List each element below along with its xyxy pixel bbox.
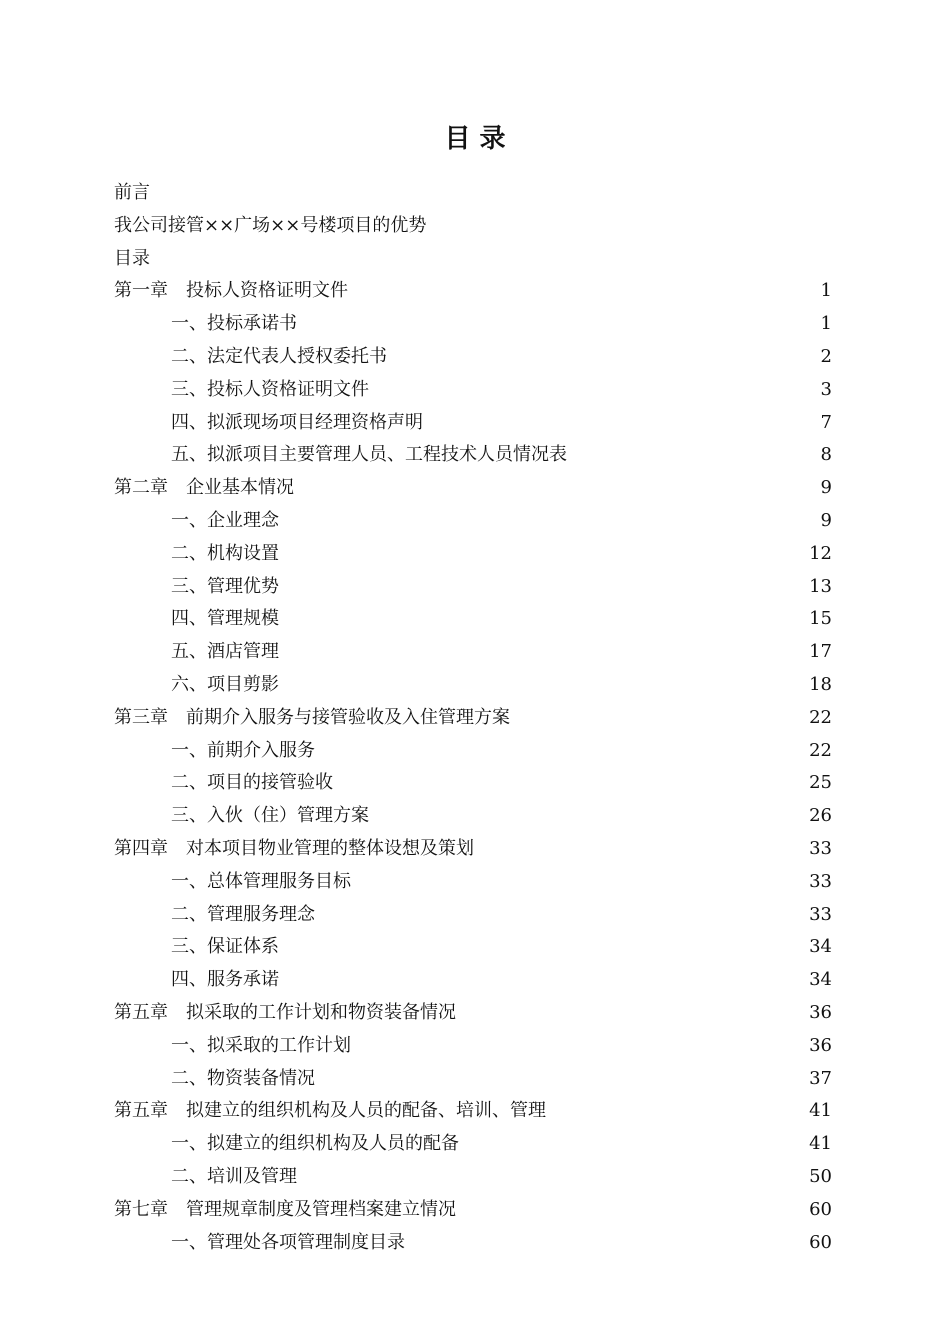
toc-page-number: 41	[809, 1133, 832, 1155]
toc-section-row	[114, 439, 832, 472]
toc-chapter-row	[114, 1194, 832, 1227]
toc-entry-label: 第七章 管理规章制度及管理档案建立情况	[114, 1198, 456, 1220]
toc-entry-label: 五、拟派项目主要管理人员、工程技术人员情况表	[171, 444, 567, 466]
toc-chapter-row	[114, 210, 832, 243]
toc-entry-label: 二、物资装备情况	[171, 1067, 315, 1089]
toc-section-row	[114, 669, 832, 702]
toc-page-number: 33	[809, 903, 832, 925]
toc-page-number: 37	[809, 1067, 832, 1089]
toc-page-number: 9	[820, 477, 832, 499]
toc-entry-label: 四、服务承诺	[171, 969, 279, 991]
toc-page-number: 1	[820, 313, 832, 335]
toc-page-number: 33	[809, 870, 832, 892]
toc-entry-label: 第五章 拟采取的工作计划和物资装备情况	[114, 1001, 456, 1023]
toc-page-number: 15	[809, 608, 832, 630]
toc-page-number: 2	[820, 345, 832, 367]
toc-entry-label: 第四章 对本项目物业管理的整体设想及策划	[114, 837, 474, 859]
toc-page-number: 7	[820, 411, 832, 433]
toc-section-row	[114, 964, 832, 997]
toc-page-number: 34	[809, 936, 832, 958]
toc-entry-label: 三、管理优势	[171, 575, 279, 597]
toc-page-number: 13	[809, 575, 832, 597]
toc-entry-label: 一、管理处各项管理制度目录	[171, 1231, 405, 1253]
toc-page-number: 18	[809, 673, 832, 695]
toc-entry-label: 二、培训及管理	[171, 1165, 297, 1187]
toc-page-number: 36	[809, 1001, 832, 1023]
toc-page-number: 8	[820, 444, 832, 466]
toc-section-row	[114, 899, 832, 932]
toc-entry-label: 二、法定代表人授权委托书	[171, 345, 387, 367]
toc-page-number: 26	[809, 805, 832, 827]
toc-section-row	[114, 767, 832, 800]
toc-section-row	[114, 538, 832, 571]
toc-entry-label: 二、项目的接管验收	[171, 772, 333, 794]
toc-chapter-row	[114, 275, 832, 308]
toc-section-row	[114, 374, 832, 407]
toc-entry-label: 我公司接管××广场××号楼项目的优势	[114, 214, 427, 236]
toc-section-row	[114, 1128, 832, 1161]
toc-chapter-row	[114, 997, 832, 1030]
toc-entry-label: 一、投标承诺书	[171, 313, 297, 335]
toc-entry-label: 二、管理服务理念	[171, 903, 315, 925]
toc-chapter-row	[114, 833, 832, 866]
toc-entry-label: 三、保证体系	[171, 936, 279, 958]
toc-section-row	[114, 636, 832, 669]
toc-entry-label: 四、拟派现场项目经理资格声明	[171, 411, 423, 433]
toc-entry-label: 四、管理规模	[171, 608, 279, 630]
toc-entry-label: 目录	[114, 247, 150, 269]
toc-section-row	[114, 505, 832, 538]
toc-page-number: 25	[809, 772, 832, 794]
toc-entry-label: 一、拟采取的工作计划	[171, 1034, 351, 1056]
toc-entry-label: 五、酒店管理	[171, 641, 279, 663]
toc-chapter-row	[114, 472, 832, 505]
toc-page-number: 50	[809, 1165, 832, 1187]
page-title: 目 录	[444, 124, 506, 154]
toc-page-number: 36	[809, 1034, 832, 1056]
toc-page-number: 12	[809, 542, 832, 564]
toc-section-row	[114, 931, 832, 964]
toc-page-number: 33	[809, 837, 832, 859]
toc-page-number: 41	[809, 1100, 832, 1122]
toc-entry-label: 六、项目剪影	[171, 673, 279, 695]
toc-entry-label: 一、企业理念	[171, 509, 279, 531]
toc-entry-label: 三、投标人资格证明文件	[171, 378, 369, 400]
toc-chapter-row	[114, 702, 832, 735]
toc-section-row	[114, 1161, 832, 1194]
toc-section-row	[114, 571, 832, 604]
toc-entry-label: 一、拟建立的组织机构及人员的配备	[171, 1133, 459, 1155]
toc-entry-label: 第一章 投标人资格证明文件	[114, 280, 348, 302]
toc-page-number: 3	[820, 378, 832, 400]
toc-chapter-row	[114, 243, 832, 276]
toc-section-row	[114, 603, 832, 636]
table-of-contents	[114, 177, 832, 1259]
toc-section-row	[114, 407, 832, 440]
toc-section-row	[114, 800, 832, 833]
toc-page-number: 9	[820, 509, 832, 531]
toc-entry-label: 第五章 拟建立的组织机构及人员的配备、培训、管理	[114, 1100, 546, 1122]
toc-section-row	[114, 1227, 832, 1260]
toc-page-number: 22	[809, 706, 832, 728]
toc-section-row	[114, 308, 832, 341]
toc-section-row	[114, 866, 832, 899]
toc-entry-label: 第三章 前期介入服务与接管验收及入住管理方案	[114, 706, 510, 728]
toc-entry-label: 第二章 企业基本情况	[114, 477, 294, 499]
toc-page-number: 1	[820, 280, 832, 302]
toc-section-row	[114, 341, 832, 374]
toc-page-number: 60	[809, 1231, 832, 1253]
toc-page-number: 22	[809, 739, 832, 761]
toc-page-number: 17	[809, 641, 832, 663]
toc-page-number: 34	[809, 969, 832, 991]
toc-section-row	[114, 1063, 832, 1096]
toc-entry-label: 前言	[114, 182, 150, 203]
toc-entry-label: 一、前期介入服务	[171, 739, 315, 761]
toc-page-number: 60	[809, 1198, 832, 1220]
toc-entry-label: 三、入伙（住）管理方案	[171, 805, 369, 827]
toc-entry-label: 一、总体管理服务目标	[171, 870, 351, 892]
toc-chapter-row	[114, 177, 832, 210]
toc-section-row	[114, 1030, 832, 1063]
toc-entry-label: 二、机构设置	[171, 542, 279, 564]
toc-section-row	[114, 735, 832, 768]
toc-chapter-row	[114, 1095, 832, 1128]
